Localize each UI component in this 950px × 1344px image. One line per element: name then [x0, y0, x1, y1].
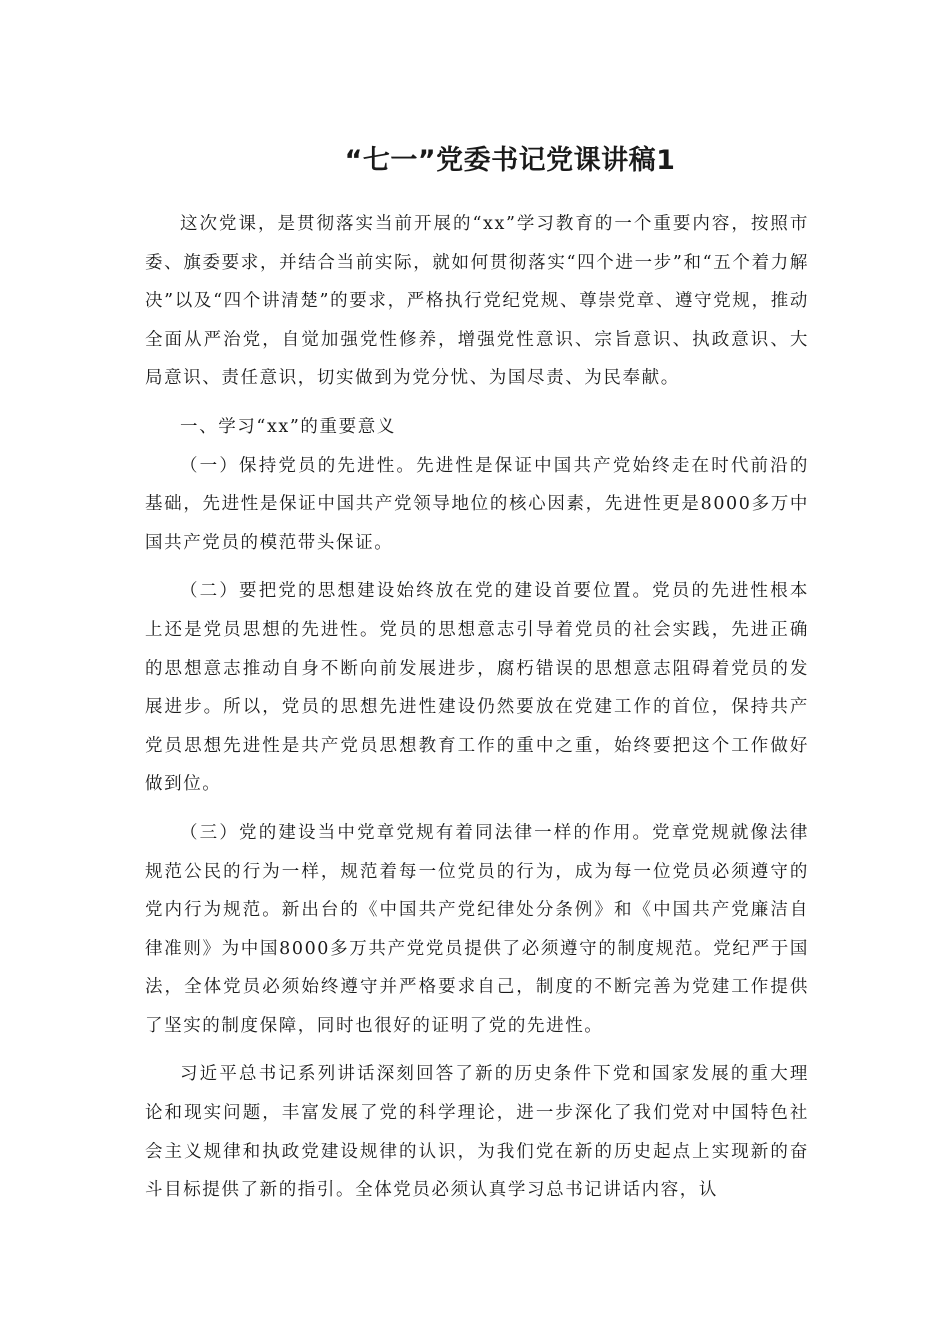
section-heading: 一、学习“xx”的重要意义 [180, 416, 396, 437]
document-body [145, 205, 809, 1210]
intro-paragraph: 这次党课，是贯彻落实当前开展的“xx”学习教育的一个重要内容，按照市委、旗委要求，并结合当前实际，就如何贯彻落实“四个进一步”和“五个着力解决”以及“四个讲清楚”的要求，严格执行党纪党规、尊崇党章、遵守党规，推动全面从严治党，自觉加强党性修养，增强党性意识、宗旨意识、执政意识、大局意识、责任意识，切实做到为党分忧、为国尽责、为民奉献。 [145, 214, 809, 389]
point-1-paragraph: （一）保持党员的先进性。先进性是保证中国共产党始终走在时代前沿的基础，先进性是保证中国共产党领导地位的核心因素，先进性更是8000多万中国共产党员的模范带头保证。 [145, 455, 809, 553]
point-2-paragraph: （二）要把党的思想建设始终放在党的建设首要位置。党员的先进性根本上还是党员思想的先进性。党员的思想意志引导着党员的社会实践，先进正确的思想意志推动自身不断向前发展进步，腐朽错误的思想意志阻碍着党员的发展进步。所以，党员的思想先进性建设仍然要放在党建工作的首位，保持共产党员思想先进性是共产党员思想教育工作的重中之重，始终要把这个工作做好做到位。 [145, 581, 809, 795]
closing-paragraph: 习近平总书记系列讲话深刻回答了新的历史条件下党和国家发展的重大理论和现实问题，丰富发展了党的科学理论，进一步深化了我们党对中国特色社会主义规律和执政党建设规律的认识，为我们党在新的历史起点上实现新的奋斗目标提供了新的指引。全体党员必须认真学习总书记讲话内容，认 [145, 1064, 809, 1201]
document-title: “七一”党委书记党课讲稿1 [344, 145, 676, 176]
point-3-paragraph: （三）党的建设当中党章党规有着同法律一样的作用。党章党规就像法律规范公民的行为一样，规范着每一位党员的行为，成为每一位党员必须遵守的党内行为规范。新出台的《中国共产党纪律处分条例》和《中国共产党廉洁自律准则》为中国8000多万共产党党员提供了必须遵守的制度规范。党纪严于国法，全体党员必须始终遵守并严格要求自己，制度的不断完善为党建工作提供了坚实的制度保障，同时也很好的证明了党的先进性。 [145, 822, 809, 1036]
